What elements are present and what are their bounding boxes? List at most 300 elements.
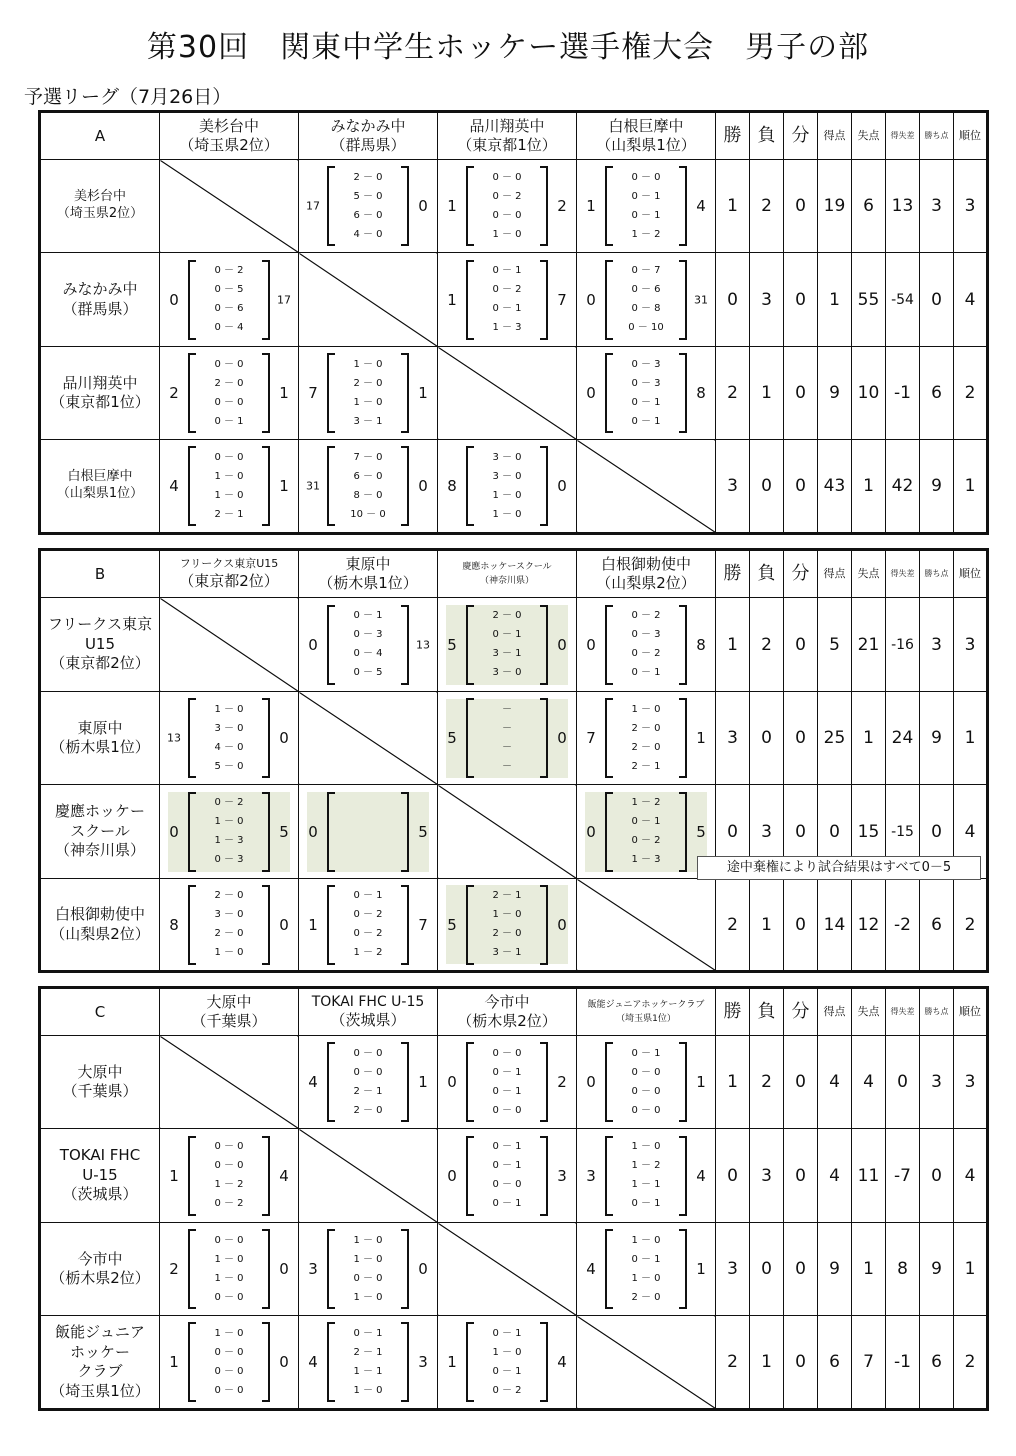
stat-value: 0 [784, 1316, 818, 1410]
stat-header: 失点 [852, 550, 886, 598]
column-team-region: （群馬県） [330, 136, 406, 154]
stat-header: 順位 [954, 112, 988, 160]
stat-header: 分 [784, 112, 818, 160]
period-bracket [188, 260, 270, 340]
stat-value: 0 [886, 1036, 920, 1129]
column-team-region: （東京都2位） [179, 572, 279, 591]
stat-value: 2 [750, 1036, 784, 1129]
stat-value: 24 [886, 692, 920, 785]
column-team-region: （千葉県） [191, 1012, 267, 1030]
match-cell [160, 1129, 299, 1223]
period-score: 0 － 5 [214, 284, 244, 295]
match-total-left: 3 [308, 1260, 318, 1278]
period-bracket [466, 166, 548, 246]
stat-value: 0 [920, 785, 954, 879]
stat-value: 0 [784, 1223, 818, 1316]
match-cell [577, 1129, 716, 1223]
match-total-left: 5 [447, 729, 457, 747]
stat-value: 4 [954, 785, 988, 879]
period-score: － [502, 703, 512, 715]
period-score: 1 － 0 [353, 396, 383, 408]
match-total-left: 13 [167, 731, 181, 745]
period-score: 0 － 0 [353, 1047, 383, 1059]
stat-value: -54 [886, 253, 920, 347]
match-total-left: 0 [447, 1166, 457, 1185]
period-score: 6 － 0 [353, 209, 383, 221]
period-score: 0 － 0 [631, 1104, 661, 1116]
match-total-right: 5 [696, 822, 706, 841]
row-team-name-line: 白根御勅使中 [54, 905, 145, 923]
period-bracket [188, 1136, 270, 1216]
period-score: 2 － 1 [353, 1346, 383, 1358]
period-bracket [466, 885, 548, 965]
row-team-name [40, 347, 160, 440]
row-team-name [40, 160, 160, 253]
stat-header: 負 [750, 112, 784, 160]
period-score: 0 － 0 [492, 1047, 522, 1059]
period-score: 1 － 0 [353, 1234, 383, 1246]
period-score: 1 － 3 [631, 854, 661, 865]
period-score: 0 － 0 [492, 1179, 522, 1190]
period-score: 1 － 0 [353, 1253, 383, 1265]
section-subtitle: 予選リーグ（7月26日） [24, 86, 232, 108]
stat-value: 0 [716, 253, 750, 347]
stat-value: 4 [954, 1129, 988, 1223]
match-cell [577, 1036, 716, 1129]
row-team-name-line: （埼玉県1位） [50, 1381, 150, 1400]
row-team-name-line: U-15 [82, 1165, 118, 1184]
row-team-name-line: （神奈川県） [54, 841, 145, 860]
period-score: 0 － 4 [353, 648, 383, 659]
match-cell [577, 160, 716, 253]
match-cell [438, 253, 577, 347]
period-score: 5 － 0 [353, 190, 383, 202]
row-team-name [40, 879, 160, 972]
column-team-header [577, 112, 716, 160]
period-score: 1 － 0 [631, 1141, 661, 1152]
table-row [40, 1223, 988, 1316]
column-team-name: 今市中 [484, 993, 530, 1012]
match-cell [160, 253, 299, 347]
period-score: 0 － 0 [214, 358, 244, 370]
row-team-name-line: 飯能ジュニア [55, 1323, 145, 1341]
row-team-name-line: （山梨県1位） [56, 486, 144, 501]
self-match-cell [160, 598, 299, 692]
match-cell [438, 598, 577, 692]
period-score: 0 － 1 [631, 667, 661, 678]
match-cell [438, 160, 577, 253]
period-score: 0 － 2 [214, 797, 244, 808]
period-score: 3 － 0 [214, 909, 244, 920]
match-cell [299, 785, 438, 879]
match-cell [160, 879, 299, 972]
match-total-left: 0 [169, 822, 179, 841]
stat-header: 得失差 [886, 112, 920, 160]
row-team-name [40, 1316, 160, 1410]
period-score: 1 － 1 [631, 1179, 661, 1190]
column-team-name: みなかみ中 [330, 117, 406, 136]
match-cell [577, 1223, 716, 1316]
period-score: 1 － 0 [631, 703, 661, 715]
match-cell [438, 1129, 577, 1223]
match-total-right: 3 [557, 1166, 567, 1185]
period-score: 1 － 0 [214, 1327, 244, 1339]
stat-value: 3 [920, 160, 954, 253]
period-bracket [188, 885, 270, 965]
match-cell [160, 347, 299, 440]
period-score: 0 － 3 [214, 854, 244, 865]
column-team-header [438, 112, 577, 160]
period-score: 5 － 0 [214, 760, 244, 772]
column-team-header [160, 112, 299, 160]
column-team-name: フリークス東京U15 [179, 556, 279, 570]
stat-value: 6 [852, 160, 886, 253]
period-score: 0 － 0 [214, 1346, 244, 1358]
match-total-right: 0 [557, 477, 567, 495]
period-score: 1 － 0 [353, 1291, 383, 1303]
period-bracket [605, 605, 687, 685]
period-score: 0 － 3 [631, 629, 661, 640]
match-total-right: 13 [416, 638, 430, 651]
stat-value: 3 [716, 1223, 750, 1316]
stat-value: -1 [886, 1316, 920, 1410]
match-total-right: 4 [557, 1353, 567, 1371]
match-cell [160, 1316, 299, 1410]
period-bracket [466, 698, 548, 778]
column-team-region: （神奈川県） [479, 576, 534, 586]
period-bracket [188, 698, 270, 778]
period-score: 0 － 0 [214, 1291, 244, 1303]
period-score: 1 － 0 [214, 1272, 244, 1284]
stat-value: 2 [954, 1316, 988, 1410]
group-letter: C [40, 988, 160, 1036]
period-bracket [605, 1042, 687, 1122]
period-score: 1 － 0 [214, 703, 244, 715]
period-score: 0 － 1 [492, 1327, 522, 1339]
stat-value: 0 [750, 1223, 784, 1316]
stat-value: 0 [716, 785, 750, 879]
column-team-name: 慶應ホッケースクール [462, 561, 552, 572]
stat-value: -16 [886, 598, 920, 692]
column-team-header [577, 988, 716, 1036]
period-score: 2 － 0 [214, 928, 244, 939]
match-total-right: 1 [418, 1073, 428, 1091]
period-score: 0 － 4 [214, 322, 244, 333]
column-team-name: 美杉台中 [198, 117, 259, 136]
match-total-right: 1 [696, 1073, 706, 1091]
column-team-header [299, 988, 438, 1036]
stat-value: 3 [954, 160, 988, 253]
stat-value: 1 [954, 1223, 988, 1316]
period-score: 1 － 2 [631, 228, 661, 240]
period-score: 1 － 0 [492, 489, 522, 501]
stat-header: 得失差 [886, 988, 920, 1036]
period-score: － [502, 760, 512, 772]
match-total-left: 2 [169, 1260, 179, 1278]
period-score: 1 － 2 [353, 947, 383, 958]
column-team-name: TOKAI FHC U-15 [311, 993, 425, 1010]
period-score: 4 － 0 [353, 228, 383, 240]
stat-value: 9 [818, 1223, 852, 1316]
period-score: 6 － 0 [353, 470, 383, 482]
stat-value: 3 [750, 253, 784, 347]
match-total-right: 1 [696, 729, 706, 747]
period-score: 0 － 1 [353, 1327, 383, 1339]
stat-value: 0 [750, 440, 784, 534]
match-total-left: 1 [308, 915, 318, 934]
forfeit-note: 途中棄権により試合結果はすべて0－5 [697, 856, 981, 880]
stat-value: 2 [716, 1316, 750, 1410]
period-bracket [327, 353, 409, 433]
match-total-left: 7 [308, 384, 318, 402]
stat-value: 0 [920, 1129, 954, 1223]
column-team-region: （埼玉県2位） [179, 136, 279, 154]
stat-value: 3 [954, 1036, 988, 1129]
match-total-left: 0 [586, 822, 596, 841]
match-total-left: 0 [586, 635, 596, 654]
period-score: 3 － 0 [492, 667, 522, 678]
column-team-name: 飯能ジュニアホッケークラブ [587, 999, 705, 1010]
row-team-name-line: （栃木県1位） [50, 738, 150, 756]
period-score: 0 － 1 [492, 629, 522, 640]
period-bracket [327, 885, 409, 965]
self-match-cell [438, 785, 577, 879]
period-score: 1 － 2 [214, 1179, 244, 1190]
match-cell [299, 160, 438, 253]
period-score: 0 － 1 [631, 209, 661, 221]
period-score: 2 － 0 [631, 741, 661, 753]
match-total-right: 0 [418, 477, 428, 495]
stat-value: 4 [818, 1036, 852, 1129]
stat-value: 12 [852, 879, 886, 972]
row-team-name-line: 大原中 [77, 1062, 123, 1081]
period-bracket [327, 1322, 409, 1402]
match-total-left: 3 [586, 1166, 596, 1185]
period-score: 0 － 2 [492, 190, 522, 202]
period-score: 1 － 0 [214, 489, 244, 501]
stat-value: 55 [852, 253, 886, 347]
group-letter: B [40, 550, 160, 598]
period-score: 0 － 0 [214, 1234, 244, 1246]
period-score: 0 － 1 [353, 890, 383, 901]
match-total-left: 1 [447, 290, 457, 309]
period-score: 3 － 0 [214, 722, 244, 734]
period-score: 2 － 0 [492, 928, 522, 939]
period-score: 2 － 1 [631, 760, 661, 772]
match-total-right: 1 [418, 384, 428, 402]
column-team-region: （山梨県1位） [596, 136, 696, 154]
match-total-right: 0 [557, 635, 567, 654]
column-team-header [160, 988, 299, 1036]
match-total-right: 0 [279, 915, 289, 934]
period-score: 0 － 2 [214, 265, 244, 276]
row-team-name [40, 1036, 160, 1129]
period-score: 0 － 0 [214, 1384, 244, 1396]
period-score: 0 － 2 [492, 1384, 522, 1396]
stat-value: 1 [954, 440, 988, 534]
match-total-right: 3 [418, 1353, 428, 1371]
stat-value: 1 [750, 879, 784, 972]
match-total-right: 1 [696, 1260, 706, 1278]
match-total-left: 7 [586, 729, 596, 747]
period-bracket [605, 792, 687, 872]
period-bracket [466, 605, 548, 685]
period-bracket [605, 353, 687, 433]
period-score: 2 － 0 [353, 1104, 383, 1116]
row-team-name [40, 1129, 160, 1223]
period-score: 0 － 0 [353, 1272, 383, 1284]
period-score: 0 － 1 [631, 415, 661, 427]
stat-value: 0 [784, 879, 818, 972]
period-score: 0 － 1 [492, 265, 522, 276]
stat-header: 分 [784, 988, 818, 1036]
period-bracket [605, 1229, 687, 1309]
stat-header: 順位 [954, 550, 988, 598]
row-team-name-line: スクール [70, 821, 130, 840]
period-score: 1 － 0 [492, 508, 522, 520]
period-score: 2 － 1 [492, 890, 522, 901]
period-score: 0 － 3 [631, 377, 661, 389]
stat-value: 4 [954, 253, 988, 347]
stat-header: 勝 [716, 550, 750, 598]
period-score: 0 － 0 [214, 451, 244, 463]
stat-value: 2 [750, 160, 784, 253]
stat-value: 0 [784, 785, 818, 879]
period-score: 1 － 3 [214, 835, 244, 846]
match-total-left: 1 [447, 1353, 457, 1371]
column-team-name: 白根巨摩中 [608, 117, 684, 136]
period-score: 7 － 0 [353, 451, 383, 463]
period-bracket [605, 698, 687, 778]
match-total-right: 1 [279, 384, 289, 402]
match-total-left: 5 [447, 915, 457, 934]
period-score: 0 － 0 [631, 1066, 661, 1078]
match-total-right: 4 [696, 197, 706, 215]
period-score: 0 － 1 [631, 1047, 661, 1059]
match-cell [438, 1036, 577, 1129]
match-total-right: 2 [557, 1073, 567, 1091]
stat-value: 3 [954, 598, 988, 692]
period-bracket [188, 353, 270, 433]
period-score: 1 － 0 [214, 470, 244, 482]
match-total-right: 0 [279, 729, 289, 747]
row-team-name [40, 598, 160, 692]
row-team-name-line: （栃木県2位） [50, 1269, 150, 1287]
match-cell [299, 440, 438, 534]
table-row [40, 1129, 988, 1223]
stat-value: 6 [818, 1316, 852, 1410]
self-match-cell [438, 1223, 577, 1316]
row-team-name-line: （茨城県） [62, 1185, 138, 1204]
column-team-region: （埼玉県1位） [616, 1014, 676, 1024]
stat-value: 9 [920, 1223, 954, 1316]
period-score: 0 － 1 [492, 1365, 522, 1377]
period-score: 8 － 0 [353, 489, 383, 501]
period-score: 2 － 1 [353, 1085, 383, 1097]
period-score: 4 － 0 [214, 741, 244, 753]
match-total-left: 0 [308, 635, 318, 654]
match-total-left: 2 [169, 384, 179, 402]
stat-header: 負 [750, 550, 784, 598]
stat-value: 13 [886, 160, 920, 253]
self-match-cell [577, 1316, 716, 1410]
table-row [40, 160, 988, 253]
period-score: 0 － 0 [492, 171, 522, 183]
period-score: 0 － 8 [631, 303, 661, 314]
period-bracket [605, 260, 687, 340]
stat-value: 25 [818, 692, 852, 785]
match-cell [438, 1316, 577, 1410]
table-row [40, 440, 988, 534]
row-team-name [40, 440, 160, 534]
stat-value: 0 [818, 785, 852, 879]
match-total-right: 31 [694, 293, 708, 306]
period-score: 1 － 3 [492, 322, 522, 333]
stat-value: 0 [750, 692, 784, 785]
stat-value: -7 [886, 1129, 920, 1223]
stat-value: -15 [886, 785, 920, 879]
period-score: 0 － 1 [492, 1160, 522, 1171]
stat-value: 1 [716, 1036, 750, 1129]
period-score: 2 － 0 [631, 722, 661, 734]
period-score: 2 － 0 [214, 377, 244, 389]
table-row [40, 1316, 988, 1410]
match-cell [160, 692, 299, 785]
match-total-left: 8 [447, 477, 457, 495]
match-cell [577, 785, 716, 879]
self-match-cell [299, 253, 438, 347]
stat-value: 7 [852, 1316, 886, 1410]
league-table-c [38, 986, 989, 1411]
stat-value: 0 [784, 692, 818, 785]
period-score: 0 － 1 [492, 1198, 522, 1209]
match-total-left: 31 [306, 479, 320, 493]
period-score: 1 － 0 [214, 816, 244, 827]
column-team-header [438, 988, 577, 1036]
period-score: 3 － 0 [492, 451, 522, 463]
period-score: 1 － 2 [631, 1160, 661, 1171]
period-bracket [188, 1322, 270, 1402]
column-team-region: （茨城県） [330, 1011, 406, 1030]
row-team-name-line: 美杉台中 [73, 189, 126, 205]
match-total-left: 1 [447, 197, 457, 215]
row-team-name-line: フリークス東京 [47, 615, 153, 634]
row-team-name-line: 品川翔英中 [62, 373, 138, 392]
period-score: 1 － 0 [353, 358, 383, 370]
stat-value: 14 [818, 879, 852, 972]
stat-value: 4 [852, 1036, 886, 1129]
league-table-a [38, 110, 989, 535]
match-total-left: 4 [308, 1353, 318, 1371]
stat-value: 8 [886, 1223, 920, 1316]
period-score: － [502, 722, 512, 734]
period-score: 0 － 1 [492, 1085, 522, 1097]
match-cell [160, 440, 299, 534]
self-match-cell [299, 692, 438, 785]
stat-header: 失点 [852, 988, 886, 1036]
table-row [40, 1036, 988, 1129]
period-score: 0 － 2 [353, 928, 383, 939]
table-row [40, 347, 988, 440]
stat-value: 2 [750, 598, 784, 692]
match-cell [438, 692, 577, 785]
stat-value: 3 [750, 1129, 784, 1223]
match-total-right: 8 [696, 635, 706, 654]
row-team-name-line: 慶應ホッケー [54, 802, 145, 821]
table-row [40, 598, 988, 692]
self-match-cell [160, 1036, 299, 1129]
period-bracket [466, 1136, 548, 1216]
